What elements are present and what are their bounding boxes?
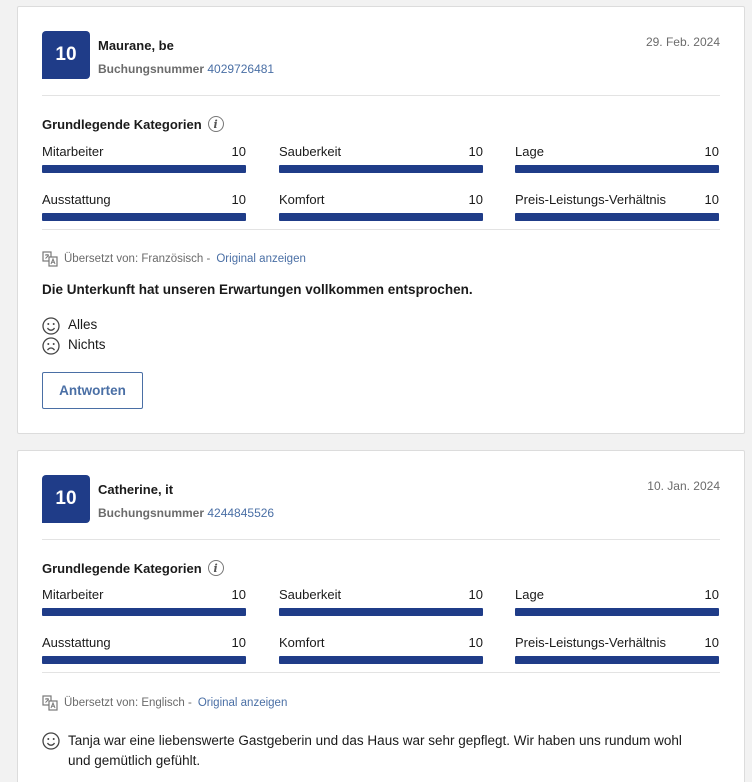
category-label: Preis-Leistungs-Verhältnis [515,192,667,207]
category-bar [279,213,483,221]
category-value: 10 [231,587,246,602]
category-bar [279,608,483,616]
category-item [279,144,483,173]
category-value: 10 [468,587,483,602]
divider [42,539,720,540]
category-bar [42,165,246,173]
divider [42,672,720,673]
categories-title [42,560,224,576]
category-item [515,635,719,664]
category-bar [42,608,246,616]
category-value: 10 [231,192,246,207]
booking-number-link[interactable]: 4244845526 [207,506,275,520]
category-item [42,192,246,221]
translation-text: Übersetzt von: Französisch - [64,253,211,265]
categories-title [42,116,224,132]
category-label: Sauberkeit [279,587,342,602]
category-value: 10 [704,192,719,207]
category-item [515,144,719,173]
translation-text: Übersetzt von: Englisch - [64,697,192,709]
reviewer-name: Catherine, it [98,482,174,497]
booking-info [98,62,274,76]
booking-label: Buchungsnummer [98,506,205,520]
translation-note [42,251,306,267]
category-bar [515,213,719,221]
category-value: 10 [231,635,246,650]
divider [42,95,720,96]
positive-text: Alles [68,317,98,332]
review-score-badge: 10 [42,475,90,523]
category-label: Mitarbeiter [42,144,104,159]
translate-icon [42,695,58,711]
category-bar [515,608,719,616]
category-value: 10 [704,587,719,602]
categories-title-text: Grundlegende Kategorien [42,116,202,132]
reply-button[interactable]: Antworten [42,372,143,409]
category-item [42,144,246,173]
review-date: 29. Feb. 2024 [645,35,720,49]
booking-number-link[interactable]: 4029726481 [207,62,275,76]
show-original-link[interactable]: Original anzeigen [197,697,288,709]
category-bar [42,656,246,664]
review-card [17,6,745,434]
info-icon[interactable]: i [208,560,224,576]
smiley-sad-icon [42,337,60,355]
info-icon[interactable]: i [208,116,224,132]
category-item [42,587,246,616]
smiley-happy-icon [42,317,60,335]
category-value: 10 [468,192,483,207]
category-bar [279,165,483,173]
positive-text: Tanja war eine liebenswerte Gastgeberin und das Haus war sehr gepflegt. Wir haben uns rundum wohl und gemütlich gefühlt. [68,733,682,768]
category-item [42,635,246,664]
category-label: Preis-Leistungs-Verhältnis [515,635,667,650]
category-label: Mitarbeiter [42,587,104,602]
category-value: 10 [468,144,483,159]
category-label: Ausstattung [42,635,111,650]
booking-info [98,506,274,520]
category-label: Ausstattung [42,192,111,207]
category-item [515,192,719,221]
categories-title-text: Grundlegende Kategorien [42,560,202,576]
category-value: 10 [704,635,719,650]
category-bar [515,165,719,173]
category-item [515,587,719,616]
category-bar [515,656,719,664]
category-bar [42,213,246,221]
negative-text: Nichts [68,337,106,352]
category-value: 10 [231,144,246,159]
category-label: Lage [515,587,544,602]
category-label: Komfort [279,635,325,650]
reviewer-name: Maurane, be [98,38,174,53]
review-date: 10. Jan. 2024 [647,479,720,493]
review-card [17,450,745,782]
smiley-happy-icon [42,732,60,750]
category-label: Sauberkeit [279,144,342,159]
review-positive [42,317,97,335]
divider [42,229,720,230]
category-label: Lage [515,144,544,159]
category-value: 10 [468,635,483,650]
review-positive [42,731,708,771]
booking-label: Buchungsnummer [98,62,205,76]
category-bar [279,656,483,664]
show-original-link[interactable]: Original anzeigen [216,253,306,265]
category-item [279,192,483,221]
category-value: 10 [704,144,719,159]
translate-icon [42,251,58,267]
category-item [279,587,483,616]
translation-note [42,695,287,711]
review-negative [42,337,106,355]
review-headline: Die Unterkunft hat unseren Erwartungen vollkommen entsprochen. [42,282,473,297]
category-item [279,635,483,664]
review-score-badge: 10 [42,31,90,79]
category-label: Komfort [279,192,325,207]
